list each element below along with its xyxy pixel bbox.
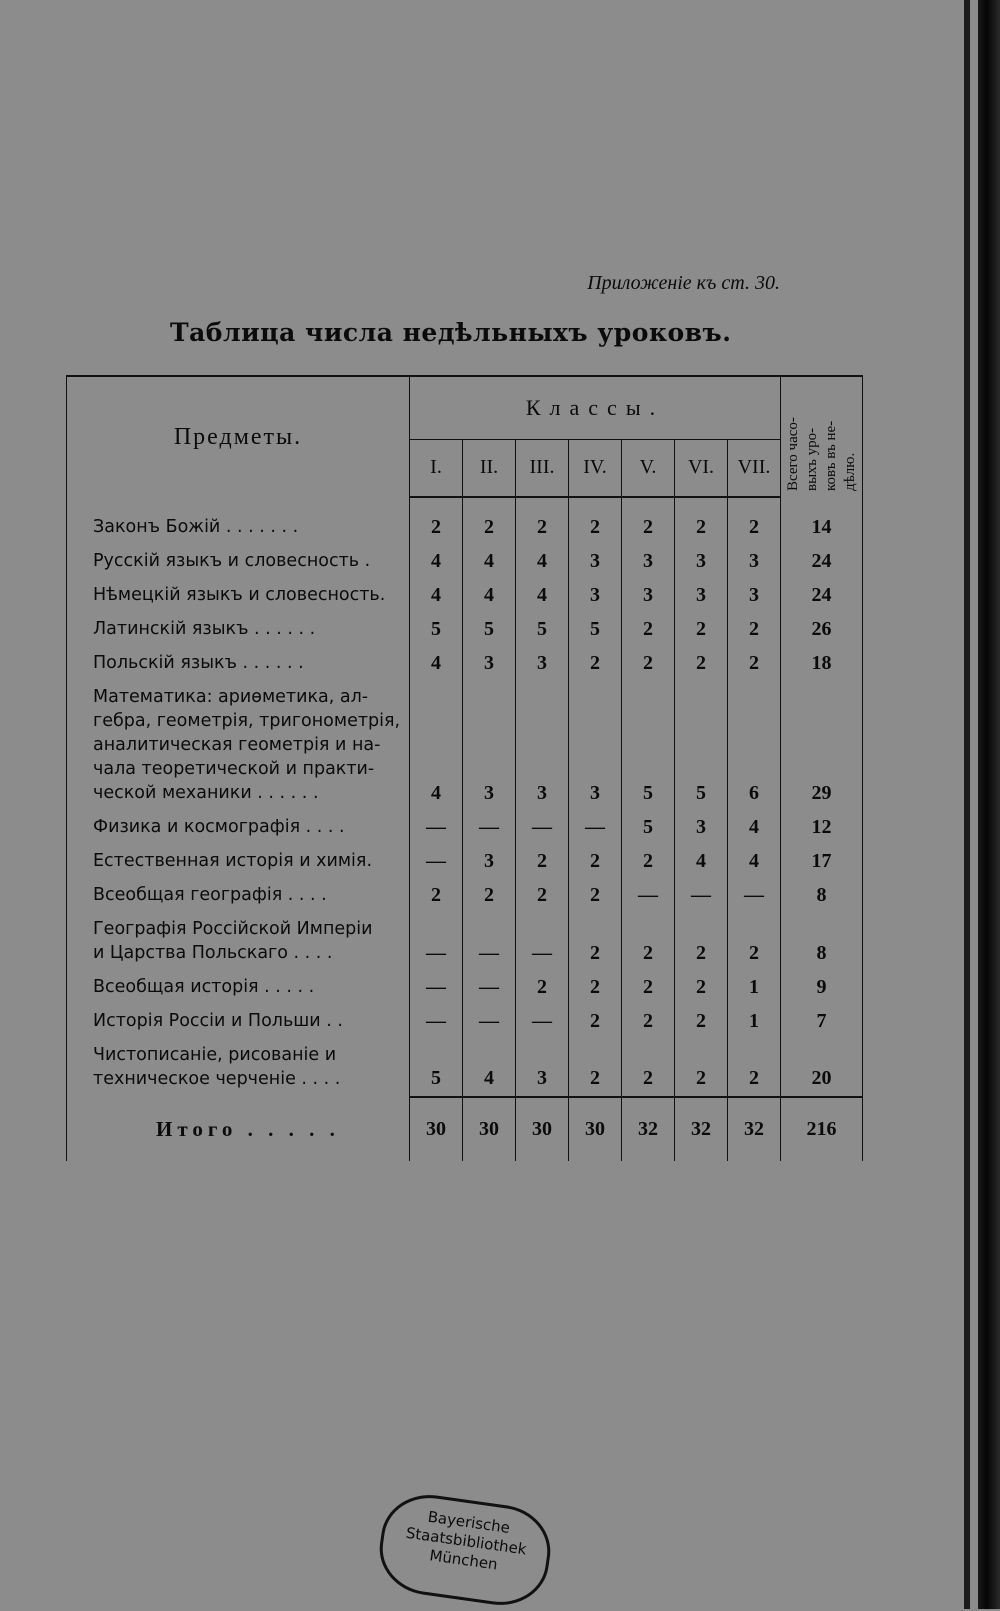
hours-cell: — — [410, 811, 463, 845]
table-row — [67, 811, 863, 845]
hours-cell: 3 — [569, 681, 622, 811]
row-total-cell: 29 — [781, 681, 863, 811]
subject-cell: Естественная исторія и химія. — [67, 845, 410, 879]
subject-cell: Чистописаніе, рисованіе и техническое черченіе . . . . — [67, 1039, 410, 1097]
hours-cell: 5 — [410, 1039, 463, 1097]
hours-cell: 4 — [463, 1039, 516, 1097]
hours-cell: 5 — [463, 613, 516, 647]
hours-cell: 2 — [516, 879, 569, 913]
hours-cell: 2 — [675, 497, 728, 545]
hours-cell: 2 — [569, 1005, 622, 1039]
hours-cell: 2 — [463, 497, 516, 545]
class-label-6: VI. — [675, 439, 728, 497]
hours-cell: 3 — [569, 579, 622, 613]
hours-cell: 3 — [516, 1039, 569, 1097]
hours-cell: — — [463, 913, 516, 971]
hours-cell: 2 — [516, 971, 569, 1005]
hours-cell: 2 — [728, 613, 781, 647]
hours-cell: 4 — [410, 579, 463, 613]
hours-cell: 1 — [728, 971, 781, 1005]
row-total-cell: 12 — [781, 811, 863, 845]
total-hours-header — [781, 376, 863, 497]
subject-cell: Русскій языкъ и словесность . — [67, 545, 410, 579]
hours-cell: 30 — [410, 1097, 463, 1161]
hours-cell: 2 — [569, 913, 622, 971]
row-total-cell: 17 — [781, 845, 863, 879]
hours-cell: 2 — [622, 1039, 675, 1097]
table-row — [67, 647, 863, 681]
table-title: Таблица числа недѣльныхъ уроковъ. — [170, 318, 732, 347]
hours-cell: 4 — [516, 579, 569, 613]
classes-header: Классы. — [410, 376, 781, 439]
hours-cell: — — [463, 811, 516, 845]
table-row — [67, 845, 863, 879]
table-row — [67, 545, 863, 579]
subject-cell: Исторія Россіи и Польши . . — [67, 1005, 410, 1039]
subject-cell: Латинскій языкъ . . . . . . — [67, 613, 410, 647]
hours-cell: 2 — [675, 1039, 728, 1097]
hours-cell: — — [516, 913, 569, 971]
hours-cell: 5 — [516, 613, 569, 647]
hours-cell: 2 — [569, 879, 622, 913]
hours-cell: 2 — [728, 1039, 781, 1097]
hours-cell: — — [410, 971, 463, 1005]
row-total-cell: 26 — [781, 613, 863, 647]
row-total-cell: 14 — [781, 497, 863, 545]
subject-header: Предметы. — [67, 376, 410, 497]
hours-cell: 3 — [728, 545, 781, 579]
hours-cell: 2 — [675, 613, 728, 647]
class-label-7: VII. — [728, 439, 781, 497]
table-row — [67, 613, 863, 647]
hours-cell: — — [516, 1005, 569, 1039]
hours-cell: 2 — [622, 613, 675, 647]
hours-cell: 4 — [728, 845, 781, 879]
hours-cell: 2 — [569, 647, 622, 681]
row-total-cell: 8 — [781, 913, 863, 971]
hours-cell: — — [463, 1005, 516, 1039]
hours-cell: 4 — [516, 545, 569, 579]
table-row — [67, 497, 863, 545]
hours-cell: 4 — [728, 811, 781, 845]
page-edge-line — [964, 0, 970, 1609]
hours-cell: 2 — [569, 1039, 622, 1097]
hours-cell: — — [622, 879, 675, 913]
hours-cell: — — [728, 879, 781, 913]
hours-cell: 1 — [728, 1005, 781, 1039]
row-total-cell: 8 — [781, 879, 863, 913]
library-stamp: Bayerische Staatsbibliothek München — [374, 1489, 556, 1611]
hours-cell: 2 — [622, 971, 675, 1005]
table-row — [67, 579, 863, 613]
hours-cell: 2 — [622, 913, 675, 971]
row-total-cell: 24 — [781, 579, 863, 613]
row-total-cell: 216 — [781, 1097, 863, 1161]
hours-cell: 2 — [728, 913, 781, 971]
hours-cell: — — [410, 845, 463, 879]
hours-cell: 3 — [728, 579, 781, 613]
hours-cell: 5 — [622, 811, 675, 845]
hours-cell: 4 — [675, 845, 728, 879]
hours-cell: 4 — [463, 545, 516, 579]
hours-cell: 2 — [675, 647, 728, 681]
hours-cell: 4 — [463, 579, 516, 613]
hours-cell: 5 — [675, 681, 728, 811]
hours-cell: 2 — [675, 1005, 728, 1039]
appendix-note: Приложеніе къ ст. 30. — [587, 272, 780, 294]
hours-cell: 2 — [675, 971, 728, 1005]
hours-cell: 32 — [728, 1097, 781, 1161]
header-row — [67, 376, 863, 439]
hours-cell: 4 — [410, 647, 463, 681]
table-row — [67, 681, 863, 811]
hours-cell: 3 — [516, 681, 569, 811]
hours-cell: 32 — [675, 1097, 728, 1161]
hours-cell: 3 — [463, 647, 516, 681]
hours-cell: 30 — [463, 1097, 516, 1161]
subject-cell: Итого . . . . . — [67, 1097, 410, 1161]
hours-cell: 2 — [728, 647, 781, 681]
hours-cell: 2 — [410, 879, 463, 913]
table-row — [67, 913, 863, 971]
hours-cell: 3 — [622, 545, 675, 579]
table-row — [67, 971, 863, 1005]
subject-cell: Физика и космографія . . . . — [67, 811, 410, 845]
hours-cell: 2 — [516, 497, 569, 545]
class-label-4: IV. — [569, 439, 622, 497]
row-total-cell: 18 — [781, 647, 863, 681]
weekly-lessons-table — [66, 375, 863, 1161]
row-total-cell: 9 — [781, 971, 863, 1005]
hours-cell: 3 — [675, 811, 728, 845]
hours-cell: 3 — [569, 545, 622, 579]
table-row — [67, 879, 863, 913]
subject-cell: Всеобщая географія . . . . — [67, 879, 410, 913]
row-total-cell: 24 — [781, 545, 863, 579]
class-label-3: III. — [516, 439, 569, 497]
hours-cell: 5 — [410, 613, 463, 647]
hours-cell: 3 — [675, 579, 728, 613]
hours-cell: 5 — [569, 613, 622, 647]
class-label-1: I. — [410, 439, 463, 497]
hours-cell: 2 — [410, 497, 463, 545]
page-edge-shadow — [978, 0, 1000, 1609]
hours-cell: 30 — [516, 1097, 569, 1161]
class-label-2: II. — [463, 439, 516, 497]
hours-cell: 5 — [622, 681, 675, 811]
total-row — [67, 1097, 863, 1161]
hours-cell: — — [516, 811, 569, 845]
hours-cell: — — [675, 879, 728, 913]
hours-cell: 30 — [569, 1097, 622, 1161]
hours-cell: 2 — [622, 845, 675, 879]
row-total-cell: 20 — [781, 1039, 863, 1097]
hours-cell: 2 — [516, 845, 569, 879]
subject-cell: Польскій языкъ . . . . . . — [67, 647, 410, 681]
hours-cell: 2 — [463, 879, 516, 913]
hours-cell: 4 — [410, 545, 463, 579]
hours-cell: 2 — [569, 971, 622, 1005]
hours-cell: 3 — [516, 647, 569, 681]
hours-cell: 2 — [569, 845, 622, 879]
subject-cell: Законъ Божій . . . . . . . — [67, 497, 410, 545]
hours-cell: 2 — [622, 497, 675, 545]
hours-cell: 3 — [622, 579, 675, 613]
hours-cell: 3 — [463, 845, 516, 879]
table-row — [67, 1039, 863, 1097]
hours-cell: 32 — [622, 1097, 675, 1161]
row-total-cell: 7 — [781, 1005, 863, 1039]
hours-cell: 3 — [463, 681, 516, 811]
hours-cell: — — [410, 1005, 463, 1039]
subject-cell: Нѣмецкій языкъ и словесность. — [67, 579, 410, 613]
hours-cell: 4 — [410, 681, 463, 811]
hours-cell: 2 — [622, 647, 675, 681]
hours-cell: 2 — [569, 497, 622, 545]
hours-cell: 2 — [728, 497, 781, 545]
hours-cell: 6 — [728, 681, 781, 811]
subject-cell: Географія Россійской Имперіи и Царства Польскаго . . . . — [67, 913, 410, 971]
hours-cell: — — [569, 811, 622, 845]
subject-cell: Всеобщая исторія . . . . . — [67, 971, 410, 1005]
subject-cell: Математика: ариѳметика, ал- гебра, геометрія, тригонометрія, аналитическая геометрія и на- чала теоретической и практи- ческой механики . . . . . . — [67, 681, 410, 811]
hours-cell: — — [410, 913, 463, 971]
table-body — [67, 497, 863, 1161]
hours-cell: 2 — [675, 913, 728, 971]
hours-cell: — — [463, 971, 516, 1005]
hours-cell: 2 — [622, 1005, 675, 1039]
table-row — [67, 1005, 863, 1039]
class-label-5: V. — [622, 439, 675, 497]
hours-cell: 3 — [675, 545, 728, 579]
total-hours-header-text: Всего часо- выхъ уро- ковъ въ не- дѣлю. — [784, 416, 858, 491]
